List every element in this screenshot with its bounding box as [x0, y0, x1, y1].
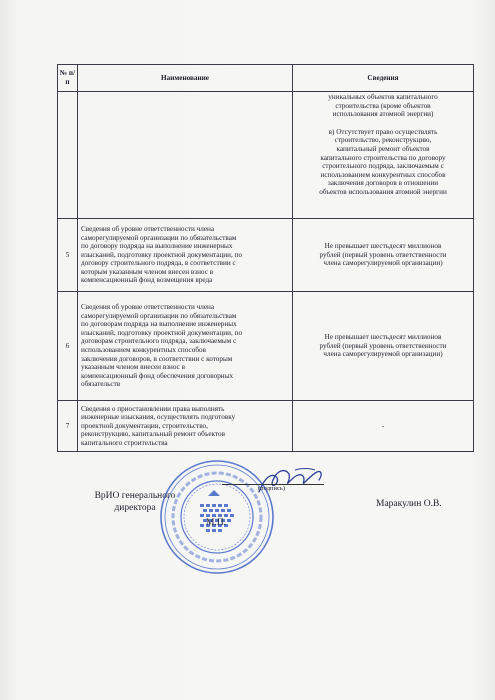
info-line: рублей (первый уровень ответственности: [319, 250, 447, 259]
continuation-info-cell: [293, 92, 474, 219]
info-line: строительство, реконструкцию,: [334, 136, 432, 145]
info-line: строительного подряда, заключаемым с: [322, 162, 444, 171]
info-line: капитального строительства по договору: [320, 153, 446, 162]
name-line: Сведения об уровне ответственности члена: [81, 224, 215, 233]
name-line: заключения договоров, в соответствии с которым: [81, 354, 233, 363]
info-line: рублей (первый уровень ответственности: [319, 341, 447, 350]
continuation-name-cell: [78, 92, 293, 219]
info-line: использованием конкурентных способов: [320, 170, 446, 179]
name-line: указанным членом внесен взнос в: [81, 363, 186, 372]
info-line: -: [381, 421, 385, 430]
row-name-cell: [78, 219, 293, 292]
table-header-row: [58, 65, 474, 92]
row-info-cell: [293, 219, 474, 292]
table-row-7: [58, 401, 474, 452]
position-line: директора: [114, 503, 156, 513]
info-line: заключения договоров в отношении: [327, 179, 439, 188]
name-line: договору строительного подряда, в соответствии с: [81, 259, 236, 268]
registry-extract-table: [57, 64, 474, 452]
handwritten-signature: [255, 466, 327, 500]
name-line: капитального строительства: [81, 438, 168, 447]
signature-caption: (подпись): [258, 485, 285, 492]
name-line: которым указанным членом внесен взнос в: [81, 267, 214, 276]
info-line: строительства (кроме объектов: [335, 101, 431, 110]
name-line: по договору подряда на выполнение инженерных: [81, 242, 233, 251]
name-line: Сведения об уровне ответственности члена: [81, 303, 215, 312]
name-line: договорам строительного подряда, заключаемым с: [81, 337, 237, 346]
name-line: использованием конкурентных способов: [81, 346, 206, 354]
signatory-name: Маракулин О.В.: [376, 499, 442, 509]
name-line: саморегулируемой организации по обязательствам: [81, 233, 237, 242]
row-info-cell: [293, 401, 474, 452]
info-line: объектов использования атомной энергии: [319, 187, 447, 196]
continuation-num-cell: [58, 92, 78, 219]
header-info: Сведения: [293, 65, 474, 92]
table-row-6: [58, 292, 474, 401]
signatory-position: [80, 490, 190, 514]
name-line: изысканий, подготовку проектной документации, по: [81, 250, 243, 259]
row-name-cell: [78, 401, 293, 452]
name-line: компенсационный фонд обеспечения договорных: [81, 371, 234, 380]
info-line: Не превышает шестьдесят миллионов: [324, 242, 442, 251]
table-row-continuation: [58, 92, 474, 219]
name-line: изысканий, подготовку проектной документации, по: [81, 328, 243, 337]
seal-place-mark: М.П.: [206, 518, 227, 528]
info-line: Не превышает шестьдесят миллионов: [324, 333, 442, 342]
header-name: Наименование: [78, 65, 293, 92]
name-line: реконструкцию, капитальный ремонт объектов: [81, 430, 225, 439]
info-line: использования атомной энергии): [332, 110, 434, 119]
name-line: саморегулируемой организации по обязательствам: [81, 311, 237, 320]
row-info-cell: [293, 292, 474, 401]
row-name-cell: [78, 292, 293, 401]
info-line: члена саморегулируемой организации): [323, 350, 443, 359]
info-line: в) Отсутствует право осуществлять: [328, 127, 438, 136]
row-num: 5: [58, 219, 78, 292]
name-line: по договорам подряда на выполнение инженерных: [81, 320, 237, 329]
name-line: проектной документации, строительство,: [81, 421, 208, 430]
row-num: 6: [58, 292, 78, 401]
table-row-5: [58, 219, 474, 292]
info-line: уникальных объектов капитального: [328, 93, 438, 101]
row-num: 7: [58, 401, 78, 452]
position-line: ВрИО генерального: [94, 491, 176, 501]
info-line: капитальный ремонт объектов: [336, 144, 430, 153]
name-line: компенсационный фонд возмещения вреда: [81, 276, 213, 285]
name-line: Сведения о приостановлении права выполнять: [81, 404, 225, 413]
name-line: обязательств: [81, 380, 121, 389]
name-line: инженерные изыскания, осуществлять подготовку: [81, 413, 236, 422]
info-line: члена саморегулируемой организации): [323, 259, 443, 268]
header-num: № п/п: [58, 65, 78, 92]
